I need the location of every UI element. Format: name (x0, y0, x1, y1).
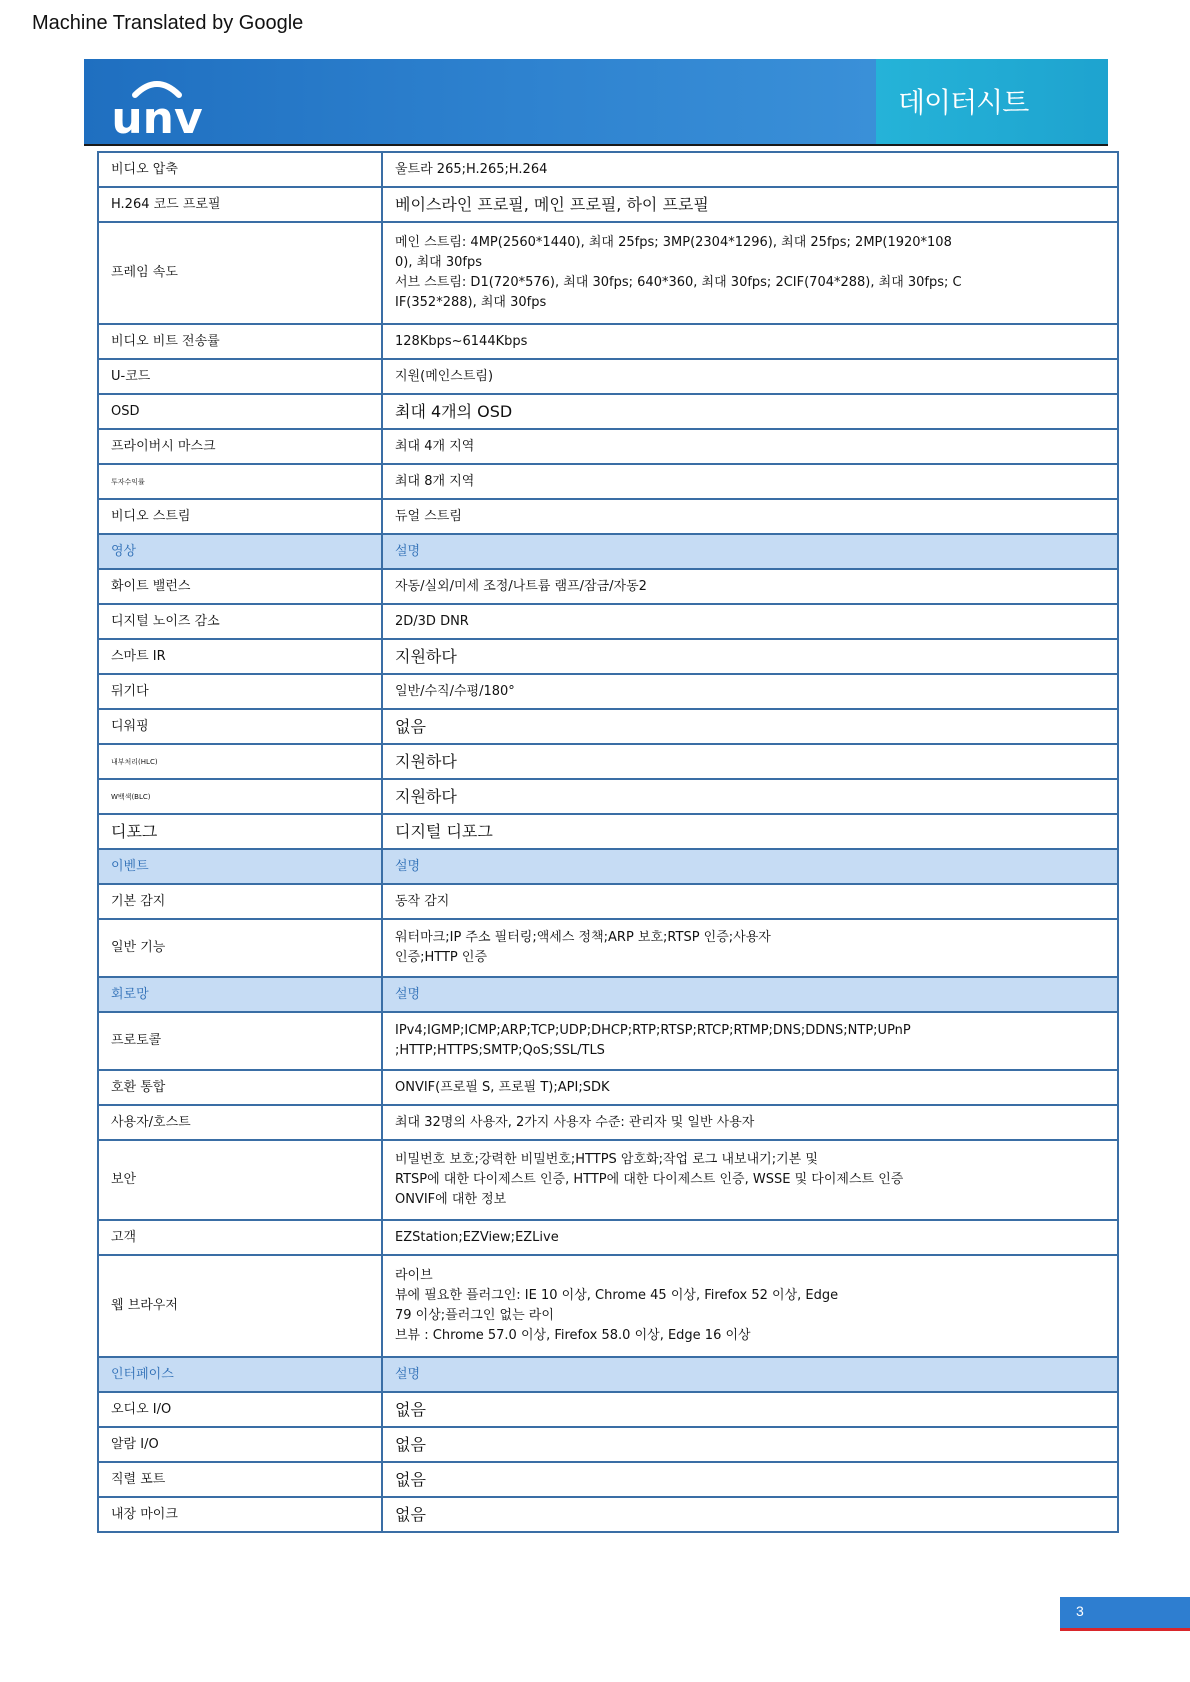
spec-row (98, 1140, 1118, 1220)
spec-table (97, 151, 1119, 1533)
spec-value-line: 지원(메인스트림) (395, 368, 494, 384)
spec-value-line: 설명 (395, 986, 421, 1002)
spec-value-line: 설명 (395, 1366, 421, 1382)
spec-label: 투자수익률 (98, 464, 382, 499)
spec-value (382, 429, 1118, 464)
spec-label: 디워핑 (98, 709, 382, 744)
spec-value-line: 최대 32명의 사용자, 2가지 사용자 수준: 관리자 및 일반 사용자 (395, 1114, 755, 1130)
spec-value (382, 359, 1118, 394)
unv-logo-icon (102, 67, 212, 137)
datasheet-header (84, 59, 1108, 146)
spec-label: 오디오 I/O (98, 1392, 382, 1427)
spec-value (382, 604, 1118, 639)
spec-row (98, 394, 1118, 429)
spec-value-line: 없음 (395, 1399, 426, 1419)
spec-value (382, 499, 1118, 534)
spec-value-line: 128Kbps~6144Kbps (395, 333, 528, 349)
spec-value-line: 없음 (395, 1469, 426, 1489)
spec-value-line: 비밀번호 보호;강력한 비밀번호;HTTPS 암호화;작업 로그 내보내기;기본 및 (395, 1152, 818, 1167)
spec-value (382, 152, 1118, 187)
spec-value-line: 없음 (395, 1434, 426, 1454)
spec-value (382, 1012, 1118, 1070)
spec-row (98, 1070, 1118, 1105)
section-title: 이벤트 (98, 849, 382, 884)
spec-value-line: 자동/실외/미세 조정/나트륨 램프/잠금/자동2 (395, 578, 647, 594)
spec-value (382, 919, 1118, 977)
spec-row (98, 569, 1118, 604)
spec-value-line: IF(352*288), 최대 30fps (395, 295, 547, 310)
spec-label: 프레임 속도 (98, 222, 382, 324)
spec-value (382, 1140, 1118, 1220)
spec-value (382, 814, 1118, 849)
spec-row (98, 814, 1118, 849)
spec-row (98, 152, 1118, 187)
spec-value-line: 지원하다 (395, 786, 457, 806)
spec-value-line: 일반/수직/수평/180° (395, 683, 515, 699)
spec-value (382, 639, 1118, 674)
spec-value-line: 설명 (395, 858, 421, 874)
spec-row (98, 187, 1118, 222)
spec-value (382, 744, 1118, 779)
section-title: 회로망 (98, 977, 382, 1012)
spec-value-line: ONVIF에 대한 정보 (395, 1192, 507, 1207)
spec-value-line: 최대 8개 지역 (395, 473, 475, 489)
section-header-row (98, 1357, 1118, 1392)
spec-value (382, 1105, 1118, 1140)
spec-value (382, 394, 1118, 429)
spec-row (98, 709, 1118, 744)
spec-row (98, 919, 1118, 977)
section-header-row (98, 977, 1118, 1012)
spec-row (98, 674, 1118, 709)
spec-label: 디지털 노이즈 감소 (98, 604, 382, 639)
machine-translated-label: Machine Translated by Google (32, 12, 304, 34)
section-title: 영상 (98, 534, 382, 569)
spec-value-line: 없음 (395, 716, 426, 736)
spec-row (98, 1392, 1118, 1427)
spec-label: 직렬 포트 (98, 1462, 382, 1497)
spec-value (382, 884, 1118, 919)
section-title: 인터페이스 (98, 1357, 382, 1392)
spec-value-line: ONVIF(프로필 S, 프로필 T);API;SDK (395, 1079, 610, 1095)
spec-table-body (98, 152, 1118, 1532)
spec-row (98, 779, 1118, 814)
spec-row (98, 429, 1118, 464)
spec-value-line: 설명 (395, 543, 421, 559)
spec-row (98, 324, 1118, 359)
section-description-label (382, 849, 1118, 884)
spec-label: 뒤기다 (98, 674, 382, 709)
spec-label: 비디오 압축 (98, 152, 382, 187)
header-brand-bar (84, 59, 876, 144)
spec-value-line: 워터마크;IP 주소 필터링;액세스 정책;ARP 보호;RTSP 인증;사용자 (395, 930, 771, 945)
spec-value-line: EZStation;EZView;EZLive (395, 1229, 559, 1245)
spec-value-line: 동작 감지 (395, 893, 450, 909)
spec-row (98, 1255, 1118, 1357)
spec-value (382, 674, 1118, 709)
spec-value (382, 464, 1118, 499)
spec-label: 사용자/호스트 (98, 1105, 382, 1140)
spec-value-line: 브뷰 : Chrome 57.0 이상, Firefox 58.0 이상, Edge 16 이상 (395, 1328, 751, 1343)
spec-value-line: 최대 4개의 OSD (395, 401, 513, 421)
spec-value-line: 지원하다 (395, 751, 457, 771)
spec-value-line: 울트라 265;H.265;H.264 (395, 161, 548, 177)
spec-row (98, 359, 1118, 394)
spec-label: 호환 통합 (98, 1070, 382, 1105)
spec-row (98, 1220, 1118, 1255)
spec-label: 프라이버시 마스크 (98, 429, 382, 464)
spec-value-line: 베이스라인 프로필, 메인 프로필, 하이 프로필 (395, 194, 709, 214)
spec-label: W백색(BLC) (98, 779, 382, 814)
spec-label: 고객 (98, 1220, 382, 1255)
spec-label: 일반 기능 (98, 919, 382, 977)
spec-label: 알람 I/O (98, 1427, 382, 1462)
datasheet-title: 데이터시트 (898, 86, 1029, 119)
section-description-label (382, 1357, 1118, 1392)
page-number: 3 (1076, 1603, 1084, 1619)
spec-value-line: 라이브 (395, 1268, 433, 1283)
spec-value-line: 서브 스트림: D1(720*576), 최대 30fps; 640*360, 최대 30fps; 2CIF(704*288), 최대 30fps; C (395, 275, 962, 290)
spec-value (382, 709, 1118, 744)
spec-value-line: ;HTTP;HTTPS;SMTP;QoS;SSL/TLS (395, 1043, 605, 1058)
spec-label: 디포그 (98, 814, 382, 849)
spec-row (98, 744, 1118, 779)
spec-value (382, 1427, 1118, 1462)
spec-row (98, 222, 1118, 324)
spec-row (98, 1012, 1118, 1070)
spec-value-line: RTSP에 대한 다이제스트 인증, HTTP에 대한 다이제스트 인증, WSSE 및 다이제스트 인증 (395, 1172, 904, 1187)
spec-value (382, 1070, 1118, 1105)
spec-value-line: 2D/3D DNR (395, 613, 469, 629)
spec-label: 기본 감지 (98, 884, 382, 919)
spec-label: 화이트 밸런스 (98, 569, 382, 604)
spec-row (98, 604, 1118, 639)
spec-value-line: 지원하다 (395, 646, 457, 666)
section-header-row (98, 849, 1118, 884)
spec-value-line: IPv4;IGMP;ICMP;ARP;TCP;UDP;DHCP;RTP;RTSP;RTCP;RTMP;DNS;DDNS;NTP;UPnP (395, 1023, 911, 1038)
page-number-badge (1060, 1597, 1190, 1631)
spec-value (382, 1220, 1118, 1255)
spec-value-line: 최대 4개 지역 (395, 438, 475, 454)
spec-value (382, 1255, 1118, 1357)
spec-value-line: 없음 (395, 1504, 426, 1524)
spec-value-line: 디지털 디포그 (395, 821, 493, 841)
spec-row (98, 1427, 1118, 1462)
spec-value-line: 메인 스트림: 4MP(2560*1440), 최대 25fps; 3MP(2304*1296), 최대 25fps; 2MP(1920*108 (395, 235, 952, 250)
spec-row (98, 464, 1118, 499)
spec-label: 보안 (98, 1140, 382, 1220)
spec-label: OSD (98, 394, 382, 429)
spec-value-line: 79 이상;플러그인 없는 라이 (395, 1308, 554, 1323)
spec-label: 비디오 스트림 (98, 499, 382, 534)
logo-text: unv (111, 93, 203, 137)
header-title-bar (876, 59, 1108, 144)
spec-value (382, 187, 1118, 222)
spec-value (382, 1497, 1118, 1532)
spec-value (382, 324, 1118, 359)
spec-value-line: 뷰에 필요한 플러그인: IE 10 이상, Chrome 45 이상, Firefox 52 이상, Edge (395, 1288, 839, 1303)
spec-label: 내장 마이크 (98, 1497, 382, 1532)
spec-row (98, 639, 1118, 674)
spec-row (98, 1105, 1118, 1140)
spec-value-line: 인증;HTTP 인증 (395, 950, 488, 965)
spec-label: H.264 코드 프로필 (98, 187, 382, 222)
spec-row (98, 1497, 1118, 1532)
spec-label: 프로토콜 (98, 1012, 382, 1070)
spec-label: 비디오 비트 전송률 (98, 324, 382, 359)
spec-value (382, 1462, 1118, 1497)
spec-label: U-코드 (98, 359, 382, 394)
spec-label: 스마트 IR (98, 639, 382, 674)
section-description-label (382, 534, 1118, 569)
section-header-row (98, 534, 1118, 569)
spec-value-line: 0), 최대 30fps (395, 255, 482, 270)
spec-row (98, 884, 1118, 919)
spec-value (382, 569, 1118, 604)
spec-value (382, 222, 1118, 324)
section-description-label (382, 977, 1118, 1012)
spec-value-line: 듀얼 스트림 (395, 508, 462, 524)
spec-label: 내부처리(HLC) (98, 744, 382, 779)
spec-value (382, 1392, 1118, 1427)
spec-row (98, 1462, 1118, 1497)
spec-label: 웹 브라우저 (98, 1255, 382, 1357)
spec-row (98, 499, 1118, 534)
spec-value (382, 779, 1118, 814)
